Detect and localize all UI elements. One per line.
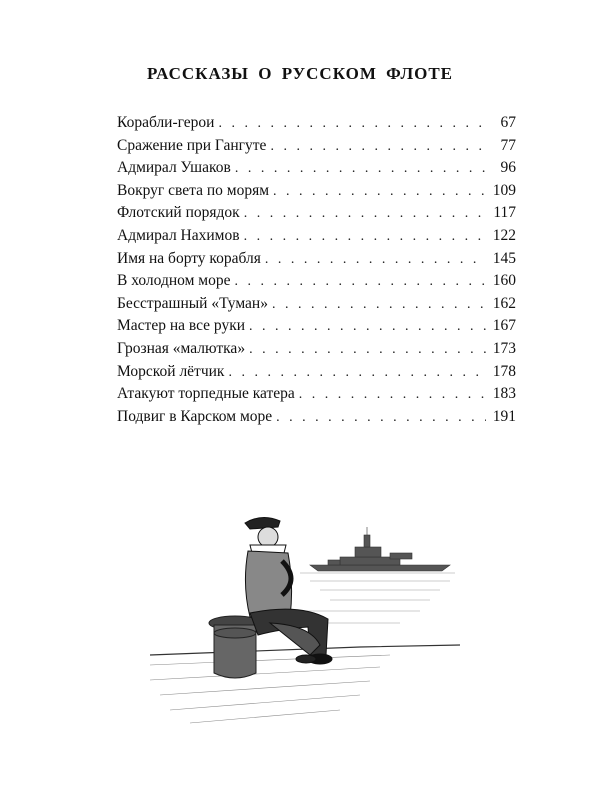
toc-entry-page-number: 77 (500, 136, 516, 154)
dot-leader (234, 274, 486, 290)
toc-entry-title: Подвиг в Карском море (117, 407, 273, 425)
toc-entry-title: Имя на борту корабля (117, 249, 261, 267)
toc-entry-page-number: 109 (492, 181, 516, 199)
dot-leader (276, 410, 486, 426)
toc-entry-title: Вокруг света по морям (117, 181, 270, 199)
dot-leader (244, 206, 486, 222)
section-title: РАССКАЗЫ О РУССКОМ ФЛОТЕ (146, 64, 454, 83)
dot-leader (244, 229, 486, 245)
toc-entry-page-number: 160 (492, 272, 516, 290)
dot-leader (228, 365, 486, 381)
toc-entry (117, 385, 516, 408)
bollard (209, 616, 261, 678)
toc-entry-title: Морской лётчик (117, 362, 225, 380)
toc-entry-title: В холодном море (117, 272, 231, 290)
toc-entry-page-number: 145 (492, 249, 516, 267)
toc-entry-page-number: 117 (493, 204, 516, 222)
toc-entry-page-number: 178 (492, 362, 516, 380)
toc-entry (117, 340, 516, 363)
dot-leader (272, 297, 486, 313)
dot-leader (218, 116, 486, 132)
toc-entry-page-number: 162 (492, 294, 516, 312)
toc-entry-page-number: 191 (492, 407, 516, 425)
toc-entry (117, 363, 516, 386)
dot-leader (270, 139, 486, 155)
toc-entry-title: Сражение при Гангуте (117, 136, 267, 154)
toc-entry-title: Адмирал Нахимов (117, 226, 240, 244)
dot-leader (265, 252, 486, 268)
toc-entry-page-number: 173 (492, 339, 516, 357)
toc-entry (117, 250, 516, 273)
toc-entry (117, 159, 516, 182)
dot-leader (249, 342, 486, 358)
toc-entry-page-number: 122 (492, 226, 516, 244)
toc-entry (117, 317, 516, 340)
toc-entry (117, 272, 516, 295)
sea-strokes (300, 573, 455, 623)
toc-entry-page-number: 167 (492, 317, 516, 335)
toc-entry-title: Корабли-герои (117, 114, 215, 131)
toc-entry-page-number: 183 (492, 385, 516, 403)
table-of-contents (117, 114, 516, 430)
toc-entry-title: Мастер на все руки (117, 317, 246, 335)
toc-entry (117, 182, 516, 205)
quay-shading (150, 655, 390, 723)
sailor-illustration (150, 505, 460, 730)
toc-entry-title: Бесстрашный «Туман» (117, 294, 268, 312)
toc-entry-page-number: 96 (500, 159, 516, 177)
toc-entry (117, 227, 516, 250)
warship (310, 527, 450, 571)
toc-entry (117, 114, 516, 137)
toc-entry-title: Атакуют торпедные катера (117, 385, 295, 403)
toc-entry-page-number: 67 (500, 114, 516, 131)
toc-entry (117, 137, 516, 160)
toc-entry-title: Флотский порядок (117, 204, 240, 222)
sailor (245, 517, 332, 664)
toc-entry (117, 204, 516, 227)
toc-entry (117, 408, 516, 431)
toc-entry-title: Грозная «малютка» (117, 339, 246, 357)
dot-leader (249, 319, 486, 335)
toc-entry-title: Адмирал Ушаков (117, 159, 231, 177)
dot-leader (273, 184, 486, 200)
dot-leader (299, 387, 486, 403)
toc-entry (117, 295, 516, 318)
dot-leader (235, 161, 486, 177)
